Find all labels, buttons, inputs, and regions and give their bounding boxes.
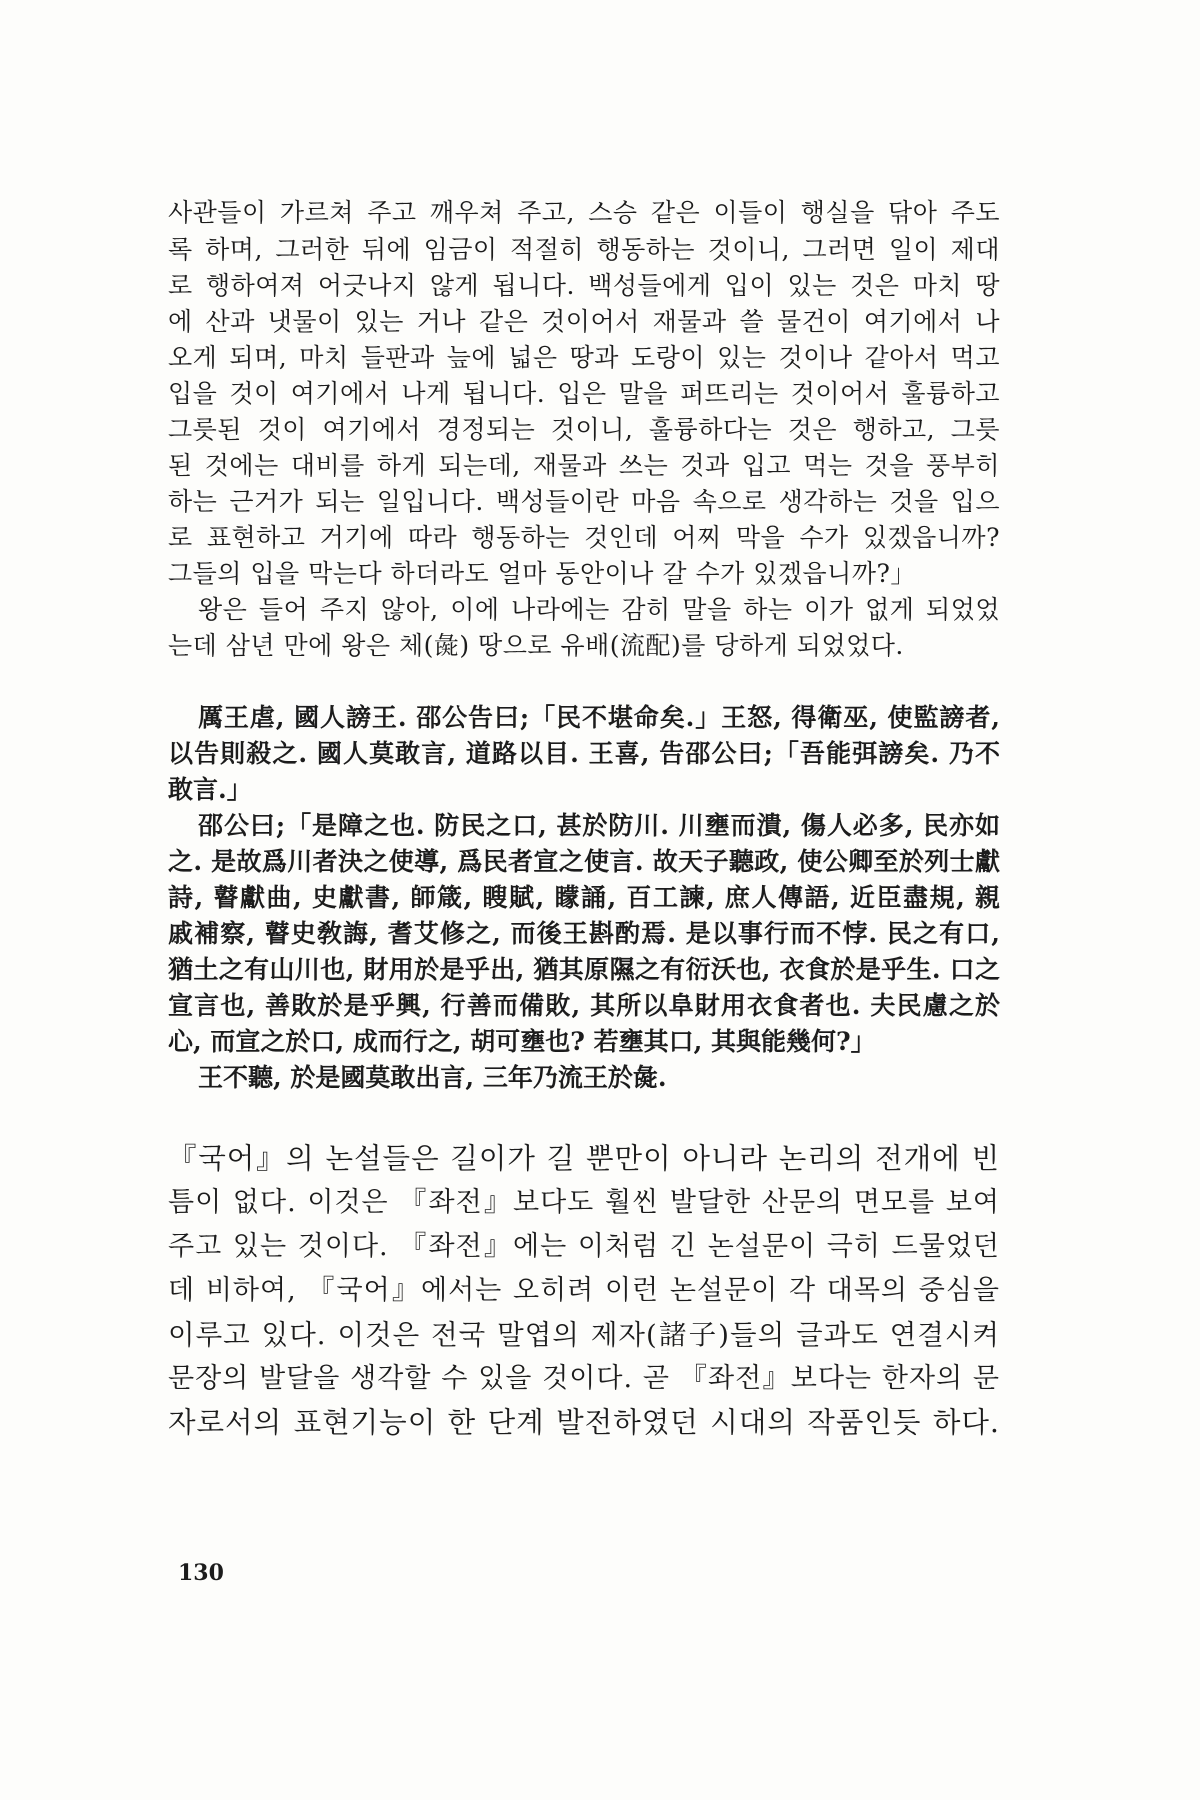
text-line: 그릇된 것이 여기에서 경정되는 것이니, 훌륭하다는 것은 행하고, 그릇: [168, 415, 1000, 444]
text-line: 에 산과 냇물이 있는 거나 같은 것이어서 재물과 쓸 물건이 여기에서 나: [168, 307, 1000, 336]
text-line: 『국어』의 논설들은 길이가 길 뿐만이 아니라 논리의 전개에 빈: [168, 1142, 1000, 1175]
text-line: 宣言也, 善敗於是乎興, 行善而備敗, 其所以阜財用衣食者也. 夫民慮之於: [168, 991, 1000, 1020]
text-line: 이루고 있다. 이것은 전국 말엽의 제자(諸子)들의 글과도 연결시켜: [168, 1319, 1000, 1351]
text-line: 록 하며, 그러한 뒤에 임금이 적절히 행동하는 것이니, 그러면 일이 제대: [168, 235, 1000, 264]
text-line: 입을 것이 여기에서 나게 됩니다. 입은 말을 퍼뜨리는 것이어서 훌륭하고: [168, 379, 1000, 408]
text-line: 王不聽, 於是國莫敢出言, 三年乃流王於彘.: [198, 1063, 667, 1092]
text-line: 그들의 입을 막는다 하더라도 얼마 동안이나 갈 수가 있겠읍니까?」: [168, 559, 916, 588]
text-line: 心, 而宣之於口, 成而行之, 胡可壅也? 若壅其口, 其與能幾何?」: [168, 1027, 876, 1056]
text-line: 敢言.」: [168, 775, 252, 804]
page-number: 130: [178, 1560, 224, 1586]
text-line: 된 것에는 대비를 하게 되는데, 재물과 쓰는 것과 입고 먹는 것을 풍부히: [168, 451, 1000, 480]
text-line: 주고 있는 것이다. 『좌전』에는 이처럼 긴 논설문이 극히 드물었던: [168, 1231, 1000, 1262]
text-line: 는데 삼년 만에 왕은 체(彘) 땅으로 유배(流配)를 당하게 되었었다.: [168, 631, 904, 660]
text-line: 데 비하여, 『국어』에서는 오히려 이런 논설문이 각 대목의 중심을: [168, 1275, 1000, 1306]
text-line: 以告則殺之. 國人莫敢言, 道路以目. 王喜, 告邵公曰;「吾能弭謗矣. 乃不: [168, 739, 1000, 768]
text-line: 틈이 없다. 이것은 『좌전』보다도 훨씬 발달한 산문의 면모를 보여: [168, 1187, 1000, 1218]
text-line: 之. 是故爲川者決之使導, 爲民者宣之使言. 故天子聽政, 使公卿至於列士獻: [168, 847, 1000, 876]
text-line: 자로서의 표현기능이 한 단계 발전하였던 시대의 작품인듯 하다.: [168, 1406, 1000, 1439]
text-line: 사관들이 가르쳐 주고 깨우쳐 주고, 스승 같은 이들이 행실을 닦아 주도: [168, 198, 1000, 227]
text-line: 로 행하여져 어긋나지 않게 됩니다. 백성들에게 입이 있는 것은 마치 땅: [168, 271, 1000, 300]
text-line: 하는 근거가 되는 일입니다. 백성들이란 마음 속으로 생각하는 것을 입으: [168, 487, 1000, 516]
text-line: 왕은 들어 주지 않아, 이에 나라에는 감히 말을 하는 이가 없게 되었었: [198, 595, 1000, 624]
text-line: 厲王虐, 國人謗王. 邵公告曰;「民不堪命矣.」王怒, 得衛巫, 使監謗者,: [198, 703, 1000, 732]
text-line: 戚補察, 瞽史敎誨, 耆艾修之, 而後王斟酌焉. 是以事行而不悖. 民之有口,: [168, 919, 1000, 948]
text-line: 邵公曰;「是障之也. 防民之口, 甚於防川. 川壅而潰, 傷人必多, 民亦如: [198, 811, 1000, 840]
text-line: 문장의 발달을 생각할 수 있을 것이다. 곧 『좌전』보다는 한자의 문: [168, 1363, 1000, 1394]
text-line: 詩, 瞽獻曲, 史獻書, 師箴, 瞍賦, 矇誦, 百工諫, 庶人傳語, 近臣盡規, 親: [168, 883, 1000, 912]
text-line: 猶土之有山川也, 財用於是乎出, 猶其原隰之有衍沃也, 衣食於是乎生. 口之: [168, 955, 1000, 984]
text-line: 오게 되며, 마치 들판과 늪에 넓은 땅과 도랑이 있는 것이나 같아서 먹고: [168, 343, 1000, 372]
text-line: 로 표현하고 거기에 따라 행동하는 것인데 어찌 막을 수가 있겠읍니까?: [168, 523, 1000, 552]
